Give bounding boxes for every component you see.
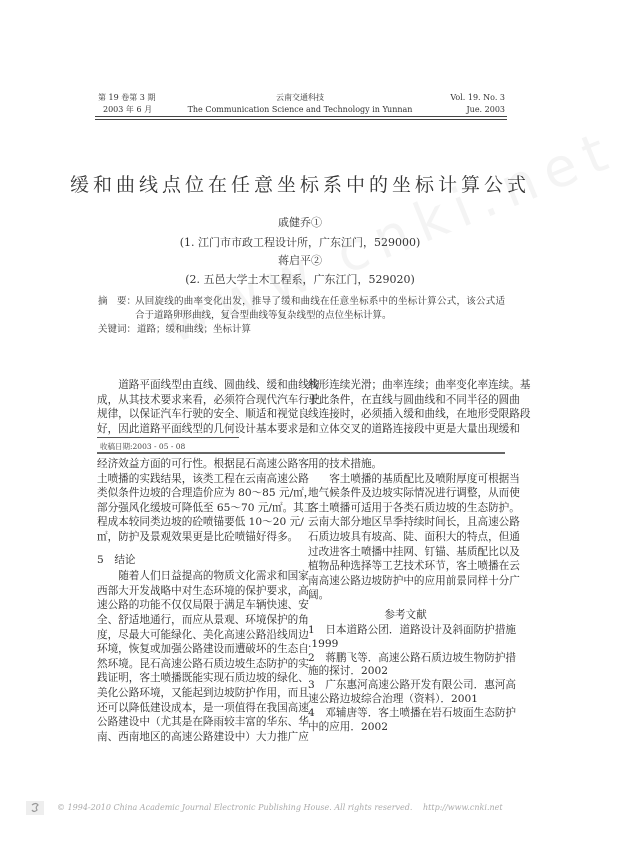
- author-2: 蒋启平②: [278, 254, 322, 267]
- keywords-label: 关键词：: [98, 324, 137, 335]
- affiliation-1: (1. 江门市市政工程设计所，广东江门，529000): [179, 236, 421, 249]
- text-line: 经济效益方面的可行性。根据昆石高速公路客: [97, 458, 309, 470]
- section-separator: [97, 452, 505, 454]
- header-rule-bottom: [95, 119, 507, 120]
- header-rule-top: [95, 116, 507, 117]
- abstract-line-1: 从回旋线的曲率变化出发，推导了缓和曲线在任意坐标系中的坐标计算公式，该公式适: [135, 296, 505, 307]
- paper-title: 缓和曲线点位在任意坐标系中的坐标计算公式: [69, 174, 530, 196]
- reference-line: .1999: [308, 637, 339, 650]
- text-line: 环境，恢复或加强公路建设而遭破坏的生态自: [97, 643, 309, 656]
- references: [308, 608, 517, 734]
- upper-right-column: [308, 378, 531, 436]
- text-line: 度，尽最大可能绿化、美化高速公路沿线周边: [97, 628, 309, 641]
- abstract-line-2: 合于道路卵形曲线，复合型曲线等复杂线型的点位坐标计算。: [135, 310, 392, 321]
- footnote-rule: [97, 437, 239, 438]
- affiliation-2: (2. 五邑大学土木工程系，广东江门，529020): [185, 273, 415, 286]
- text-line: 公路建设中（尤其是在降雨较丰富的华东、华: [97, 716, 309, 729]
- text-line: 程成本较同类边坡的砼喷锚要低 10～20 元/: [97, 516, 304, 529]
- reference-line: 1 日本道路公团．道路设计及斜面防护措施: [308, 624, 517, 636]
- text-line: 过改进客土喷播中挂网、钉锚、基质配比以及: [308, 545, 520, 558]
- text-line: 线形连续光滑；曲率连续；曲率变化率连续。基: [308, 379, 531, 391]
- text-line: ㎡，防护及景观效果更是比砼喷锚好得多。: [97, 530, 299, 543]
- text-line: 好，因此道路平面线型的几何设计基本要求是：: [97, 422, 320, 435]
- text-line: 类似条件边坡的合理造价应为 80～85 元/㎡，: [97, 487, 315, 500]
- author-1: 戚健乔①: [278, 216, 322, 229]
- copyright-footer: © 1994-2010 China Academic Journal Electronic Publishing House. All rights reserved. http://www.cnki.net: [57, 803, 503, 812]
- reference-item: [308, 651, 517, 680]
- text-line: 西部大开发战略中对生态环境的保护要求，高: [97, 584, 309, 597]
- reference-item: [308, 624, 517, 652]
- text-line: 速公路的功能不仅仅局限于满足车辆快速、安: [97, 599, 309, 612]
- text-line: 部分强风化缓坡可降低至 65～70 元/㎡。其工: [97, 501, 315, 514]
- reference-line: 3 广东惠河高速公路开发有限公司．惠河高: [308, 679, 517, 692]
- issue-date: 2003 年 6 月: [103, 105, 153, 114]
- text-line: 全、舒适地通行，而应从景观、环境保护的角: [97, 613, 309, 626]
- text-line: 客土喷播的基质配比及喷附厚度可根据当: [329, 472, 520, 485]
- reference-line: 中的应用．2002: [308, 720, 388, 733]
- text-line: 阔。: [308, 589, 330, 602]
- text-line: 美化公路环境，又能起到边坡防护作用，而且: [97, 686, 309, 699]
- abstract-label: 摘 要：: [98, 296, 137, 307]
- text-line: 地气候条件及边坡实际情况进行调整，从而使: [308, 487, 520, 500]
- text-line: 道路平面线型由直线、圆曲线、缓和曲线构: [118, 379, 320, 391]
- section-heading: 5 结论: [97, 553, 136, 566]
- text-line: 然环境。昆石高速公路石质边坡生态防护的实: [97, 657, 309, 670]
- text-line: 成，从其技术要求来看，必须符合现代汽车行驶: [97, 393, 320, 406]
- text-line: 土喷播的实践结果，该类工程在云南高速公路: [97, 472, 309, 485]
- text-line: 用的技术措施。: [308, 458, 383, 470]
- text-line: 客土喷播可适用于各类石质边坡的生态防护。: [308, 501, 520, 514]
- text-line: 践证明，客土喷播既能实现石质边坡的绿化、: [97, 672, 309, 685]
- text-line: 线连接时，必须插入缓和曲线，在地形受限路段: [308, 408, 531, 421]
- upper-left-column: [97, 378, 320, 436]
- journal-name-cn: 云南交通科技: [276, 93, 324, 102]
- text-line: 和立体交叉的道路连接段中更是大量出现缓和: [308, 422, 520, 435]
- date-en: Jue. 2003: [466, 105, 505, 114]
- reference-line: 4 邓辅唐等．客土喷播在岩石坡面生态防护: [308, 706, 517, 719]
- reference-line: 施的探讨．2002: [308, 665, 388, 678]
- keywords: 道路；缓和曲线；坐标计算: [137, 324, 252, 335]
- text-line: 于此条件，在直线与圆曲线和不同半径的圆曲: [308, 393, 520, 406]
- journal-name-en: The Communication Science and Technology in Yunnan: [187, 105, 413, 114]
- lower-left-column: [97, 457, 315, 744]
- reference-line: 速公路边坡综合治理（资料）．2001: [308, 692, 478, 705]
- issue-volume: 第 19 卷第 3 期: [98, 93, 156, 102]
- cnki-logo-icon: [26, 801, 44, 815]
- reference-line: 2 蒋鹏飞等．高速公路石质边坡生物防护措: [308, 651, 517, 664]
- text-line: 云南大部分地区旱季持续时间长，且高速公路: [308, 516, 520, 529]
- text-line: 还可以降低建设成本，是一项值得在我国高速: [97, 701, 309, 714]
- received-date: 收稿日期:2003 - 05 - 08: [100, 442, 186, 451]
- volume-en: Vol. 19. No. 3: [450, 93, 505, 102]
- text-line: 南、西南地区的高速公路建设中）大力推广应: [97, 730, 309, 743]
- text-line: 随着人们日益提高的物质文化需求和国家: [118, 570, 309, 583]
- reference-item: [308, 706, 517, 735]
- text-line: 规律，以保证汽车行驶的安全、顺适和视觉良: [97, 408, 309, 421]
- reference-item: [308, 679, 517, 707]
- references-heading: 参考文献: [384, 609, 427, 621]
- text-line: 石质边坡具有坡高、陡、面积大的特点，但通: [308, 530, 520, 543]
- text-line: 植物品种选择等工艺技术环节，客土喷播在云: [308, 560, 520, 573]
- text-line: 南高速公路边坡防护中的应用前景同样十分广: [308, 574, 520, 587]
- lower-right-column: [308, 457, 520, 603]
